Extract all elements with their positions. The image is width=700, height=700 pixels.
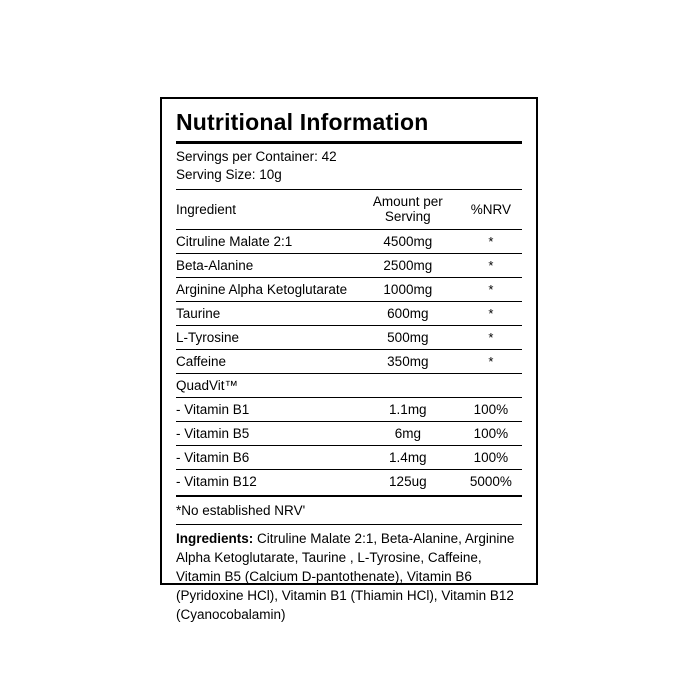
ingredients-text: Citruline Malate 2:1, Beta-Alanine, Arginine Alpha Ketoglutarate, Taurine , L-Tyrosine, Caffeine, Vitamin B5 (Calcium D-pantothenate), Vitamin B6 (Pyridoxine HCl), Vitamin B1 (Thiamin HCl), Vitamin B12 (Cyanocobalamin) xyxy=(176,531,515,622)
row-amount xyxy=(356,374,460,398)
row-name: Citruline Malate 2:1 xyxy=(176,230,356,254)
table-row xyxy=(176,446,522,470)
row-amount: 6mg xyxy=(356,422,460,446)
column-header-ingredient: Ingredient xyxy=(176,190,356,230)
row-name: - Vitamin B6 xyxy=(176,446,356,470)
table-row xyxy=(176,302,522,326)
table-row xyxy=(176,398,522,422)
nutrition-table-body xyxy=(176,190,522,494)
row-name: Taurine xyxy=(176,302,356,326)
row-amount: 600mg xyxy=(356,302,460,326)
page-title: Nutritional Information xyxy=(176,109,429,135)
table-row xyxy=(176,422,522,446)
row-name: QuadVit™ xyxy=(176,374,356,398)
row-amount: 500mg xyxy=(356,326,460,350)
table-row xyxy=(176,326,522,350)
row-amount: 1.1mg xyxy=(356,398,460,422)
row-nrv: * xyxy=(460,254,522,278)
row-nrv: * xyxy=(460,326,522,350)
row-nrv: * xyxy=(460,278,522,302)
row-amount: 1.4mg xyxy=(356,446,460,470)
row-nrv: * xyxy=(460,350,522,374)
row-name: Caffeine xyxy=(176,350,356,374)
nutrition-table xyxy=(176,189,522,493)
row-name: - Vitamin B5 xyxy=(176,422,356,446)
row-amount: 125ug xyxy=(356,470,460,494)
ingredients-label: Ingredients: xyxy=(176,531,254,546)
row-amount: 2500mg xyxy=(356,254,460,278)
serving-info xyxy=(176,144,522,189)
nutrition-facts-panel xyxy=(160,97,538,622)
column-header-nrv: %NRV xyxy=(460,190,522,230)
ingredients-paragraph xyxy=(176,525,522,624)
servings-per-container: Servings per Container: 42 xyxy=(176,149,337,164)
table-row xyxy=(176,470,522,494)
row-nrv: 100% xyxy=(460,422,522,446)
table-row xyxy=(176,278,522,302)
row-amount: 4500mg xyxy=(356,230,460,254)
row-nrv: 5000% xyxy=(460,470,522,494)
row-nrv: 100% xyxy=(460,398,522,422)
row-name: Beta-Alanine xyxy=(176,254,356,278)
row-name: - Vitamin B1 xyxy=(176,398,356,422)
row-name: L-Tyrosine xyxy=(176,326,356,350)
table-row xyxy=(176,350,522,374)
nrv-footnote: *No established NRV' xyxy=(176,503,306,518)
row-nrv: * xyxy=(460,302,522,326)
row-nrv: 100% xyxy=(460,446,522,470)
table-row xyxy=(176,230,522,254)
row-amount: 1000mg xyxy=(356,278,460,302)
row-name: - Vitamin B12 xyxy=(176,470,356,494)
table-row xyxy=(176,254,522,278)
row-name: Arginine Alpha Ketoglutarate xyxy=(176,278,356,302)
row-nrv xyxy=(460,374,522,398)
column-header-amount: Amount per Serving xyxy=(356,190,460,230)
table-header-row xyxy=(176,190,522,230)
row-nrv: * xyxy=(460,230,522,254)
table-row xyxy=(176,374,522,398)
serving-size: Serving Size: 10g xyxy=(176,167,282,182)
row-amount: 350mg xyxy=(356,350,460,374)
